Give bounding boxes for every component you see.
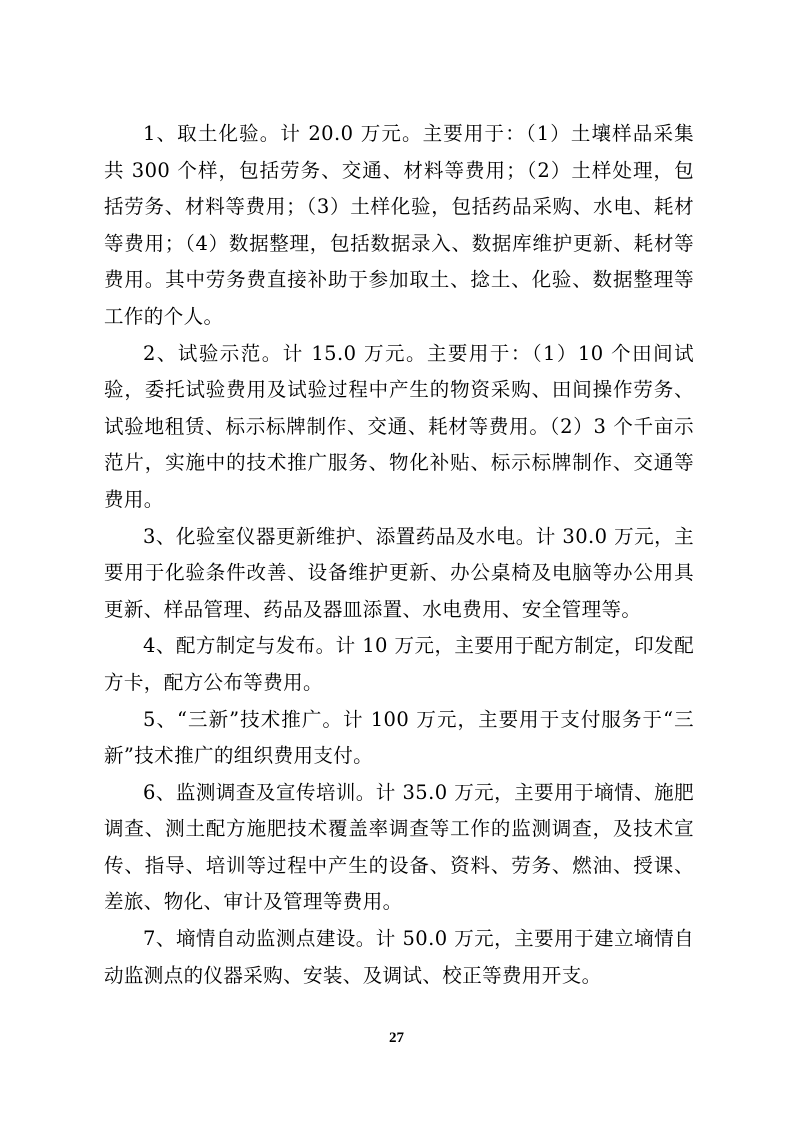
- paragraph-formula-release: 4、配方制定与发布。计 10 万元，主要用于配方制定，印发配方卡，配方公布等费用。: [104, 634, 694, 694]
- paragraph-three-new-promotion: 5、“三新”技术推广。计 100 万元，主要用于支付服务于“三新”技术推广的组织费用支付。: [104, 707, 694, 768]
- paragraph-soil-sampling-testing: 1、取土化验。计 20.0 万元。主要用于：（1）土壤样品采集共 300 个样，包括劳务、交通、材料等费用；（2）土样处理，包括劳务、材料等费用；（3）土样化验，包括药品采购、水电、耗材等费用；（4）数据整理，包括数据录入、数据库维护更新、耗材等费用。其中劳务费直接补助于参加取土、捻土、化验、数据整理等工作的个人。: [104, 122, 694, 328]
- paragraph-trial-demonstration: 2、试验示范。计 15.0 万元。主要用于：（1）10 个田间试验，委托试验费用及试验过程中产生的物资采购、田间操作劳务、试验地租赁、标示标牌制作、交通、耗材等费用。（2）3 个千亩示范片，实施中的技术推广服务、物化补贴、标示标牌制作、交通等费用。: [104, 341, 694, 511]
- document-body: [104, 116, 694, 994]
- paragraph-moisture-monitoring-station: 7、墒情自动监测点建设。计 50.0 万元，主要用于建立墒情自动监测点的仪器采购、安装、及调试、校正等费用开支。: [104, 927, 694, 987]
- page-number: 27: [389, 1030, 404, 1046]
- paragraph-monitoring-training: 6、监测调查及宣传培训。计 35.0 万元，主要用于墒情、施肥调查、测土配方施肥技术覆盖率调查等工作的监测调查，及技术宣传、指导、培训等过程中产生的设备、资料、劳务、燃油、授课、差旅、物化、审计及管理等费用。: [104, 780, 694, 914]
- paragraph-lab-equipment: 3、化验室仪器更新维护、添置药品及水电。计 30.0 万元，主要用于化验条件改善、设备维护更新、办公桌椅及电脑等办公用具更新、样品管理、药品及器皿添置、水电费用、安全管理等。: [104, 524, 694, 621]
